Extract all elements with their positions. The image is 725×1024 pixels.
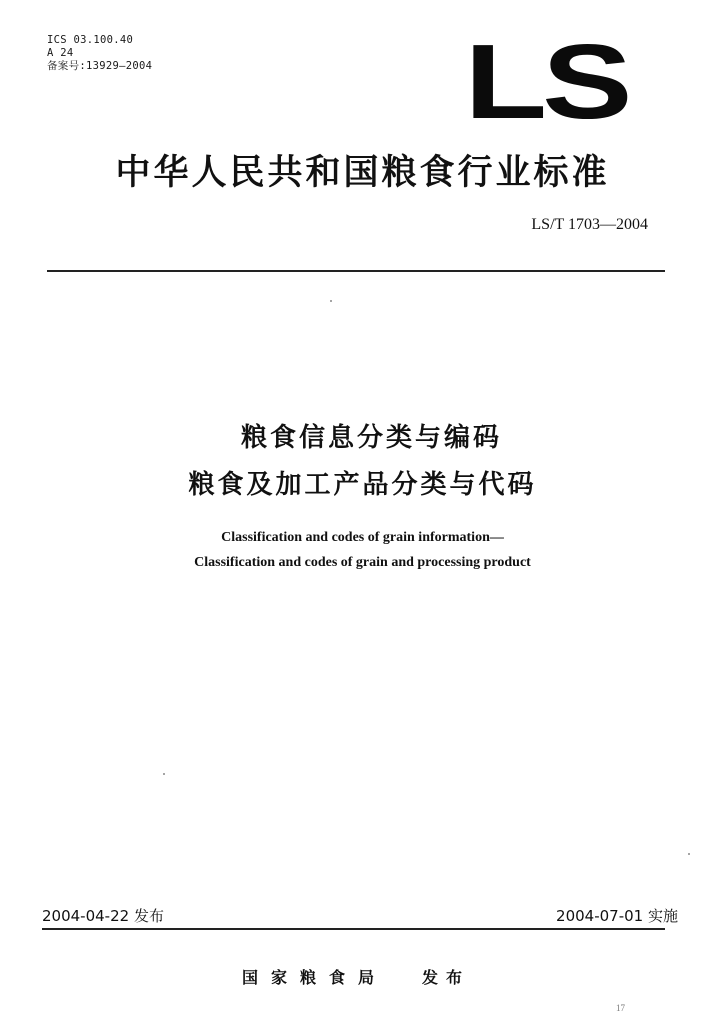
issue-date: 2004-04-22 发布 <box>42 907 164 925</box>
standard-number: LS/T 1703—2004 <box>531 216 648 233</box>
cn-title-line1: 粮食信息分类与编码 <box>240 423 502 453</box>
publisher-name: 国家粮食局 <box>242 968 388 987</box>
ccs-code: A 24 <box>47 47 74 59</box>
org-title: 中华人民共和国粮食行业标准 <box>115 153 610 193</box>
header-divider <box>47 270 665 272</box>
page-mark: 17 <box>616 1003 625 1013</box>
ics-code: ICS 03.100.40 <box>47 34 134 46</box>
ls-logo: LS <box>463 23 627 141</box>
scan-speck <box>163 773 165 775</box>
publish-action: 发布 <box>422 968 471 987</box>
en-title-line2: Classification and codes of grain and processing product <box>194 555 531 570</box>
en-title-line1: Classification and codes of grain information— <box>221 530 504 545</box>
filing-number: 备案号:13929—2004 <box>47 60 153 72</box>
footer-divider <box>42 928 665 930</box>
effective-date: 2004-07-01 实施 <box>556 907 678 925</box>
scan-speck <box>330 300 332 302</box>
scan-speck <box>688 853 690 855</box>
cn-title-line2: 粮食及加工产品分类与代码 <box>188 470 537 500</box>
